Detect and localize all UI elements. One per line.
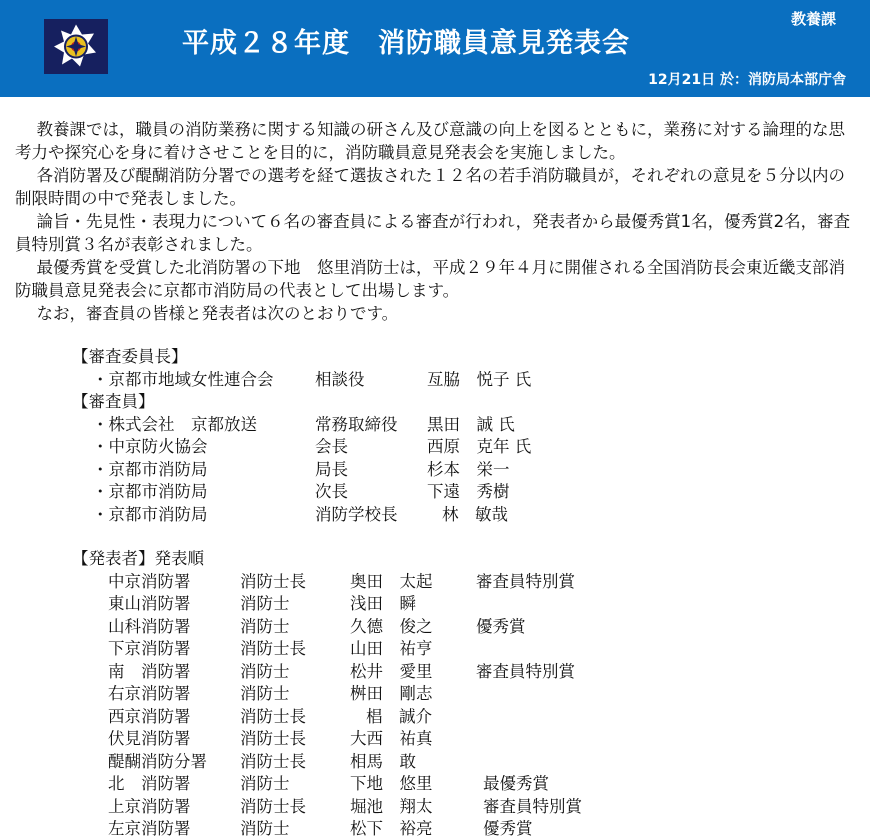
presenter-station: 山科消防署 bbox=[108, 617, 191, 636]
judge-name: 林 敏哉 bbox=[442, 505, 508, 524]
presenter-rank: 消防士 bbox=[240, 662, 290, 681]
judge-org: ・京都市消防局 bbox=[92, 482, 208, 501]
presenter-name: 奥田 太起 bbox=[350, 572, 433, 591]
judge-row bbox=[92, 501, 592, 523]
presenter-station: 右京消防署 bbox=[108, 684, 191, 703]
presenter-award: 優秀賞 bbox=[476, 617, 526, 636]
presenter-row bbox=[108, 635, 708, 657]
presenter-award: 審査員特別賞 bbox=[476, 662, 575, 681]
fire-department-emblem-icon bbox=[44, 19, 108, 74]
presenter-rank: 消防士 bbox=[240, 617, 290, 636]
presenter-rank: 消防士長 bbox=[240, 707, 306, 726]
presenter-row bbox=[108, 680, 708, 702]
judge-name: 下遠 秀樹 bbox=[427, 482, 510, 501]
presenter-station: 北 消防署 bbox=[108, 774, 191, 793]
presenter-name: 下地 悠里 bbox=[350, 774, 433, 793]
presenter-row bbox=[108, 658, 708, 680]
presenter-award: 最優秀賞 bbox=[483, 774, 549, 793]
presenter-station: 醍醐消防分署 bbox=[108, 752, 207, 771]
presenter-rank: 消防士 bbox=[240, 594, 290, 613]
intro-paragraph: 論旨・先見性・表現力について６名の審査員による審査が行われ，発表者から最優秀賞1名，優秀賞2名，審査員特別賞３名が表彰されました。 bbox=[15, 212, 851, 254]
presenter-name: 久德 俊之 bbox=[350, 617, 433, 636]
presenter-rank: 消防士長 bbox=[240, 729, 306, 748]
chair-row bbox=[92, 366, 592, 388]
presenter-name: 堀池 翔太 bbox=[350, 797, 433, 816]
presenter-station: 伏見消防署 bbox=[108, 729, 191, 748]
presenter-name: 椙 誠介 bbox=[366, 707, 432, 726]
presenter-award: 審査員特別賞 bbox=[483, 797, 582, 816]
presenter-row bbox=[108, 793, 708, 815]
presenter-award: 審査員特別賞 bbox=[476, 572, 575, 591]
presenter-row bbox=[108, 815, 708, 837]
presenter-row bbox=[108, 748, 708, 770]
judge-title: 次長 bbox=[315, 482, 348, 501]
header-banner bbox=[0, 0, 870, 97]
chair-name: 亙脇 悦子 氏 bbox=[427, 370, 532, 389]
judge-row bbox=[92, 411, 592, 433]
presenter-rank: 消防士 bbox=[240, 819, 290, 838]
judges-heading: 【審査員】 bbox=[72, 392, 155, 411]
judge-title: 消防学校長 bbox=[315, 505, 398, 524]
judge-org: ・株式会社 京都放送 bbox=[92, 415, 257, 434]
judge-org: ・京都市消防局 bbox=[92, 505, 208, 524]
presenter-name: 桝田 剛志 bbox=[350, 684, 433, 703]
intro-paragraph: 各消防署及び醍醐消防分署での選考を経て選抜された１２名の若手消防職員が，それぞれの意見を５分以内の制限時間の中で発表しました。 bbox=[15, 166, 845, 208]
presenter-row bbox=[108, 703, 708, 725]
judge-name: 黒田 誠 氏 bbox=[427, 415, 515, 434]
presenter-row bbox=[108, 770, 708, 792]
intro-text bbox=[15, 118, 860, 325]
intro-paragraph: 教養課では，職員の消防業務に関する知識の研さん及び意識の向上を図るとともに，業務に対する論理的な思考力や探究心を身に着けさせことを目的に，消防職員意見発表会を実施しました。 bbox=[15, 120, 845, 162]
presenter-name: 浅田 瞬 bbox=[350, 594, 416, 613]
presenters-heading: 【発表者】発表順 bbox=[72, 549, 204, 568]
presenter-rank: 消防士長 bbox=[240, 752, 306, 771]
page-title: 平成２８年度 消防職員意見発表会 bbox=[182, 28, 630, 59]
presenter-name: 松井 愛里 bbox=[350, 662, 433, 681]
presenter-station: 南 消防署 bbox=[108, 662, 191, 681]
chair-heading: 【審査委員長】 bbox=[72, 347, 188, 366]
presenter-rank: 消防士長 bbox=[240, 639, 306, 658]
date-place-label: 12月21日 於：消防局本部庁舎 bbox=[648, 72, 846, 88]
department-label: 教養課 bbox=[790, 10, 836, 28]
chair-org: ・京都市地域女性連合会 bbox=[92, 370, 274, 389]
judge-org: ・中京防火協会 bbox=[92, 437, 208, 456]
presenter-name: 山田 祐亨 bbox=[350, 639, 433, 658]
judge-row bbox=[92, 433, 592, 455]
presenter-station: 東山消防署 bbox=[108, 594, 191, 613]
judge-row bbox=[92, 456, 592, 478]
chair-title: 相談役 bbox=[315, 370, 365, 389]
presenter-row bbox=[108, 568, 708, 590]
presenter-row bbox=[108, 725, 708, 747]
presenter-rank: 消防士長 bbox=[240, 572, 306, 591]
presenter-row bbox=[108, 613, 708, 635]
presenter-rank: 消防士 bbox=[240, 684, 290, 703]
presenter-station: 西京消防署 bbox=[108, 707, 191, 726]
presenter-station: 中京消防署 bbox=[108, 572, 191, 591]
intro-paragraph: なお，審査員の皆様と発表者は次のとおりです。 bbox=[36, 304, 399, 323]
presenter-award: 優秀賞 bbox=[483, 819, 533, 838]
presenter-station: 上京消防署 bbox=[108, 797, 191, 816]
presenter-name: 松下 裕亮 bbox=[350, 819, 433, 838]
judge-name: 杉本 栄一 bbox=[427, 460, 510, 479]
intro-paragraph: 最優秀賞を受賞した北消防署の下地 悠里消防士は，平成２９年４月に開催される全国消防長会東近畿支部消防職員意見発表会に京都市消防局の代表として出場します。 bbox=[15, 258, 845, 300]
presenter-station: 下京消防署 bbox=[108, 639, 191, 658]
judge-name: 西原 克年 氏 bbox=[427, 437, 532, 456]
presenter-name: 相馬 敢 bbox=[350, 752, 416, 771]
judge-title: 局長 bbox=[315, 460, 348, 479]
presenter-row bbox=[108, 590, 708, 612]
judge-title: 常務取締役 bbox=[315, 415, 398, 434]
presenter-name: 大西 祐真 bbox=[350, 729, 433, 748]
presenter-rank: 消防士 bbox=[240, 774, 290, 793]
judge-org: ・京都市消防局 bbox=[92, 460, 208, 479]
judge-row bbox=[92, 478, 592, 500]
judge-title: 会長 bbox=[315, 437, 348, 456]
presenter-rank: 消防士長 bbox=[240, 797, 306, 816]
presenter-station: 左京消防署 bbox=[108, 819, 191, 838]
